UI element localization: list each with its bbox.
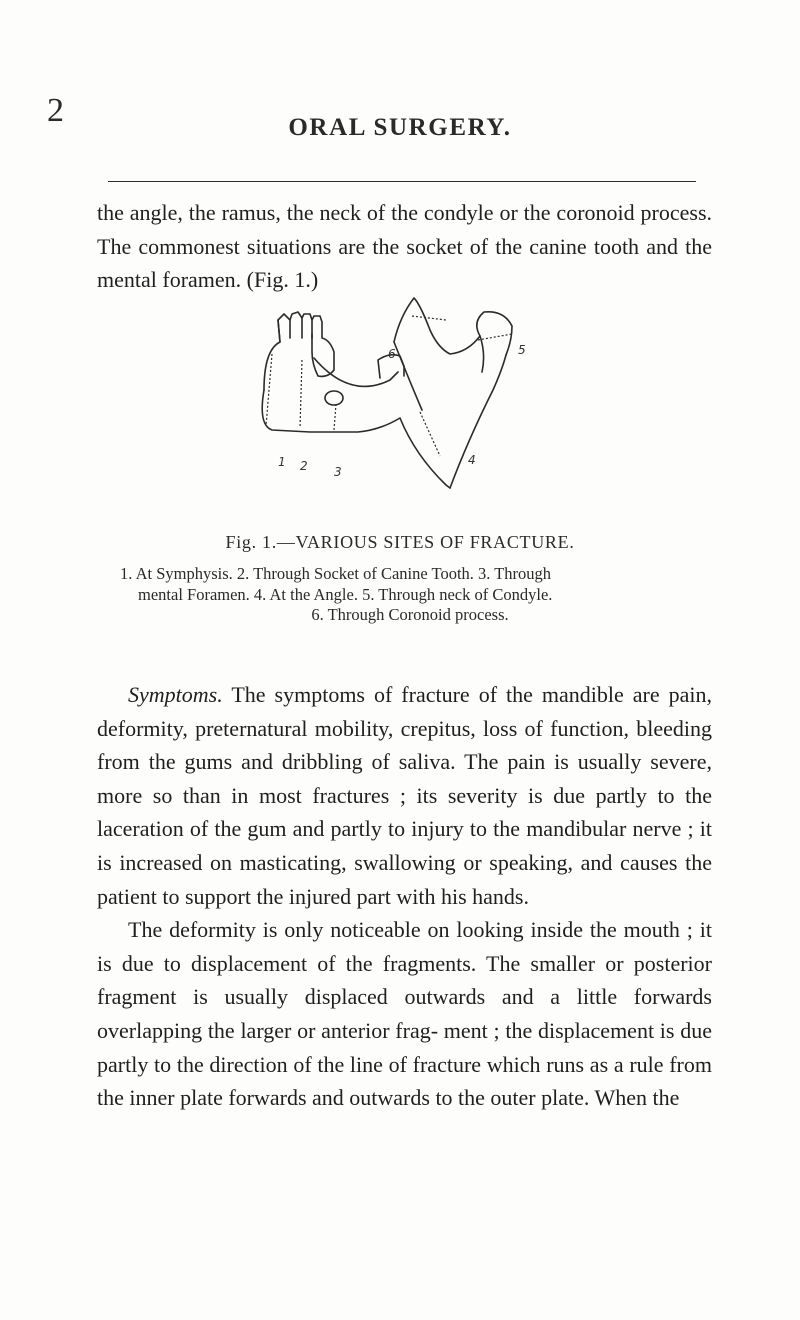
symptoms-heading: Symptoms. bbox=[128, 682, 223, 707]
symptoms-paragraph-1 bbox=[97, 678, 712, 913]
symptoms-paragraph-2: The deformity is only noticeable on looking inside the mouth ; it is due to displacement of the fragments. The smaller or posterior fragment is usually displaced outwards and a little forwards overlapping the larger or anterior frag- ment ; the displacement is due partly to the direction of the line of fracture which runs as a rule from the inner plate forwards and outwards to the outer plate. When the bbox=[97, 917, 712, 1111]
ramus-posterior-border bbox=[450, 355, 506, 488]
condyle bbox=[477, 312, 512, 372]
mandible-figure bbox=[250, 280, 550, 512]
fracture-line-3 bbox=[334, 404, 336, 430]
ramus-anterior-border bbox=[394, 342, 422, 410]
figure-caption: Fig. 1.—VARIOUS SITES OF FRACTURE. bbox=[225, 532, 575, 552]
figure-label-1: 1 bbox=[278, 455, 286, 469]
figure-label-2: 2 bbox=[300, 459, 308, 473]
mental-foramen bbox=[325, 391, 343, 405]
legend-line-1: 1. At Symphysis. 2. Through Socket of Canine Tooth. 3. Through bbox=[120, 564, 552, 583]
coronoid-process bbox=[394, 298, 480, 354]
figure-label-4: 4 bbox=[468, 453, 476, 467]
legend-line-2: mental Foramen. 4. At the Angle. 5. Through neck of Condyle. bbox=[138, 584, 553, 604]
legend-line-3: 6. Through Coronoid process. bbox=[311, 605, 509, 624]
figure-label-5: 5 bbox=[518, 343, 526, 357]
fracture-line-5 bbox=[478, 334, 512, 340]
running-head: ORAL SURGERY. bbox=[288, 114, 512, 141]
intro-text: the angle, the ramus, the neck of the condyle or the coronoid process. The commonest situations are the socket of the canine tooth and the mental foramen. (Fig. 1.) bbox=[97, 200, 712, 293]
mandible-drawing bbox=[250, 280, 550, 512]
symptoms-text-1: The symptoms of fracture of the mandible are pain, deformity, preternatural mobility, crepitus, loss of function, bleeding from the gums and dribbling of saliva. The pain is usually severe, more so than in most fractures ; its severity is due partly to the laceration of the gum and partly to injury to the mandibular nerve ; it is increased on masticating, swallowing or speaking, and causes the patient to support the injured part with his hands. bbox=[97, 682, 712, 909]
figure-label-6: 6 bbox=[388, 347, 396, 361]
alveolar-margin bbox=[314, 358, 398, 386]
incisor-teeth bbox=[264, 312, 334, 390]
symptoms-section bbox=[97, 678, 712, 1115]
header-rule bbox=[108, 181, 696, 182]
page-number: 2 bbox=[47, 92, 64, 129]
fracture-line-6 bbox=[412, 316, 446, 320]
figure-label-3: 3 bbox=[334, 465, 342, 479]
figure-legend bbox=[120, 564, 700, 626]
fracture-line-2 bbox=[300, 360, 302, 428]
jaw-lower-border bbox=[262, 390, 450, 488]
fracture-line-4 bbox=[420, 412, 440, 456]
